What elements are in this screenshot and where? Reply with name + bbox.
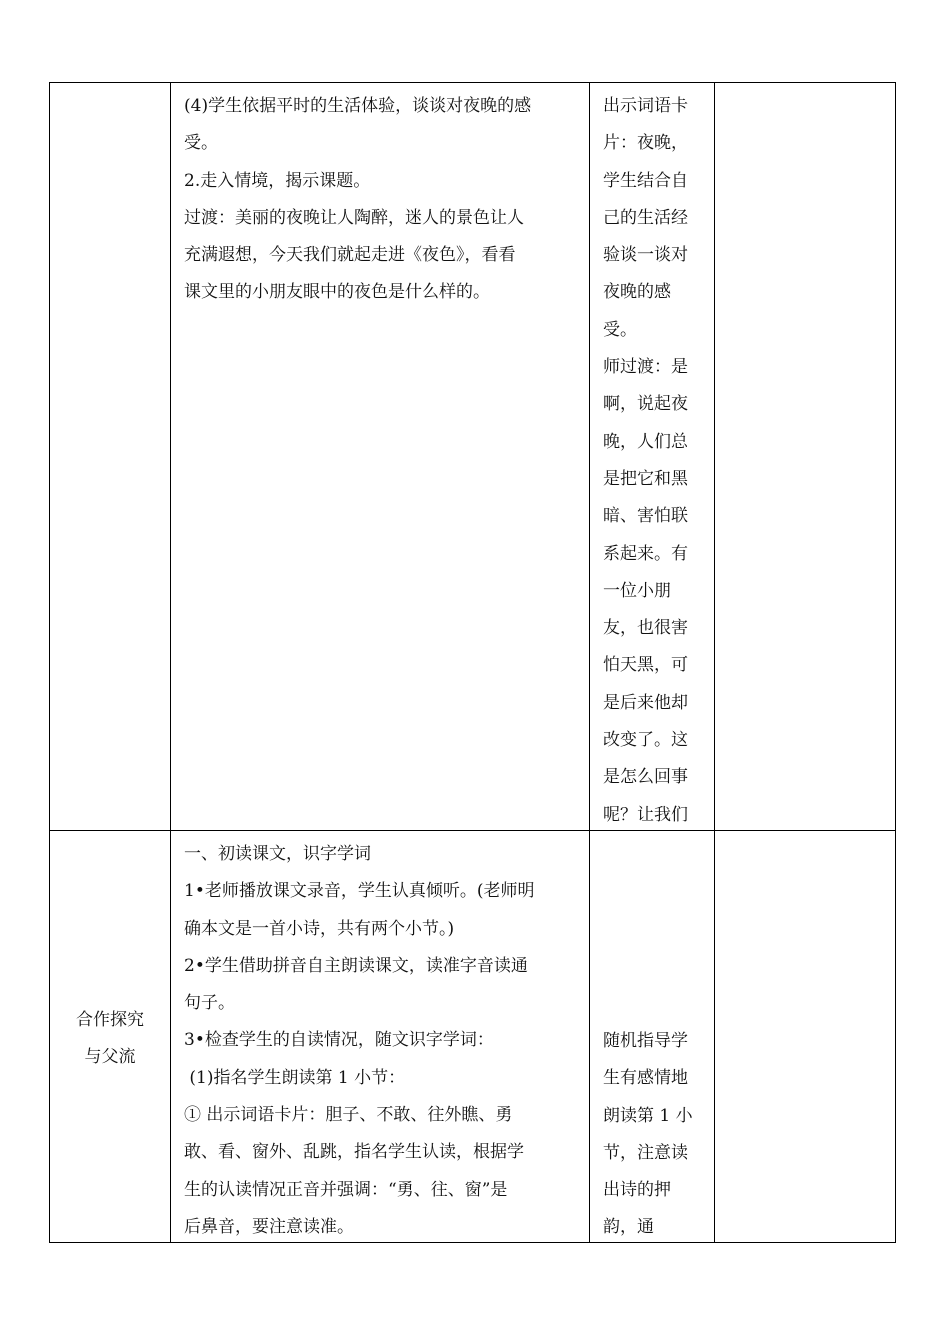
row2-guidance [603, 1023, 703, 1243]
text-line: 敢、看、窗外、乱跳，指名学生认读，根据学 [184, 1142, 524, 1163]
text-line: 是怎么回事 [603, 767, 688, 788]
text-line: 出诗的押 [603, 1180, 671, 1201]
text-line: 2.走入情境，揭示课题。 [184, 170, 371, 191]
text-line: 生有感情地 [603, 1068, 688, 1089]
text-line: 暗、害怕联 [603, 506, 688, 527]
text-line: 是把它和黑 [603, 468, 688, 489]
text-line: 怕天黑，可 [603, 655, 688, 676]
text-line: (4)学生依据平时的生活体验，谈谈对夜晚的感 [184, 96, 532, 116]
stage-label [60, 1002, 160, 1076]
text-line: 确本文是一首小诗，共有两个小节。) [184, 918, 455, 939]
text-line: 啊，说起夜 [603, 394, 688, 415]
text-line: 片：夜晚， [603, 133, 688, 154]
text-line: 后鼻音，要注意读准。 [184, 1216, 354, 1237]
text-line: 过渡：美丽的夜晚让人陶醉，迷人的景色让人 [184, 207, 524, 228]
column-divider [589, 82, 590, 1243]
text-line: 学生结合自 [603, 170, 688, 191]
text-line: 节，注意读 [603, 1142, 688, 1163]
text-line: 充满遐想，今天我们就起走进《夜色》，看看 [184, 245, 516, 266]
text-line: 验谈一谈对 [603, 245, 688, 266]
text-line: ① 出示词语卡片：胆子、不敢、往外瞧、勇 [184, 1105, 513, 1126]
text-line: 一位小朋 [603, 580, 671, 601]
text-line: 师过渡：是 [603, 357, 688, 378]
text-line: 系起来。有 [603, 543, 688, 564]
stage-label-line: 合作探究 [76, 1010, 144, 1030]
text-line: 夜晚的感 [603, 282, 671, 303]
column-divider [170, 82, 171, 1243]
text-line: 课文里的小朋友眼中的夜色是什么样的。 [184, 282, 490, 303]
row-divider [49, 830, 896, 831]
text-line: 句子。 [184, 993, 235, 1014]
row2-content [184, 836, 580, 1246]
text-line: 韵，通 [603, 1217, 654, 1238]
text-line: 生的认读情况正音并强调：“勇、往、窗”是 [184, 1179, 508, 1200]
text-line: 改变了。这 [603, 730, 688, 751]
text-line: 己的生活经 [603, 207, 688, 228]
row1-content [184, 88, 580, 312]
text-line: 友，也很害 [603, 618, 688, 639]
row1-guidance [603, 88, 703, 830]
text-line: 出示词语卡 [603, 96, 688, 116]
text-line: 是后来他却 [603, 692, 688, 713]
text-line: 受。 [603, 319, 637, 340]
text-line: 受。 [184, 133, 218, 154]
text-line: 2•学生借助拼音自主朗读课文，读准字音读通 [184, 955, 528, 976]
text-line: 一、初读课文，识字学词 [184, 844, 371, 864]
text-line: (1)指名学生朗读第 1 小节： [184, 1067, 406, 1088]
stage-label-line: 与父流 [84, 1047, 136, 1067]
text-line: 1•老师播放课文录音，学生认真倾听。(老师明 [184, 881, 535, 902]
text-line: 朗读第 1 小 [603, 1105, 693, 1126]
text-line: 呢？让我们 [603, 804, 688, 825]
column-divider [714, 82, 715, 1243]
text-line: 随机指导学 [603, 1031, 688, 1051]
text-line: 3•检查学生的自读情况，随文识字学词： [184, 1030, 494, 1051]
text-line: 晚，人们总 [603, 431, 688, 452]
